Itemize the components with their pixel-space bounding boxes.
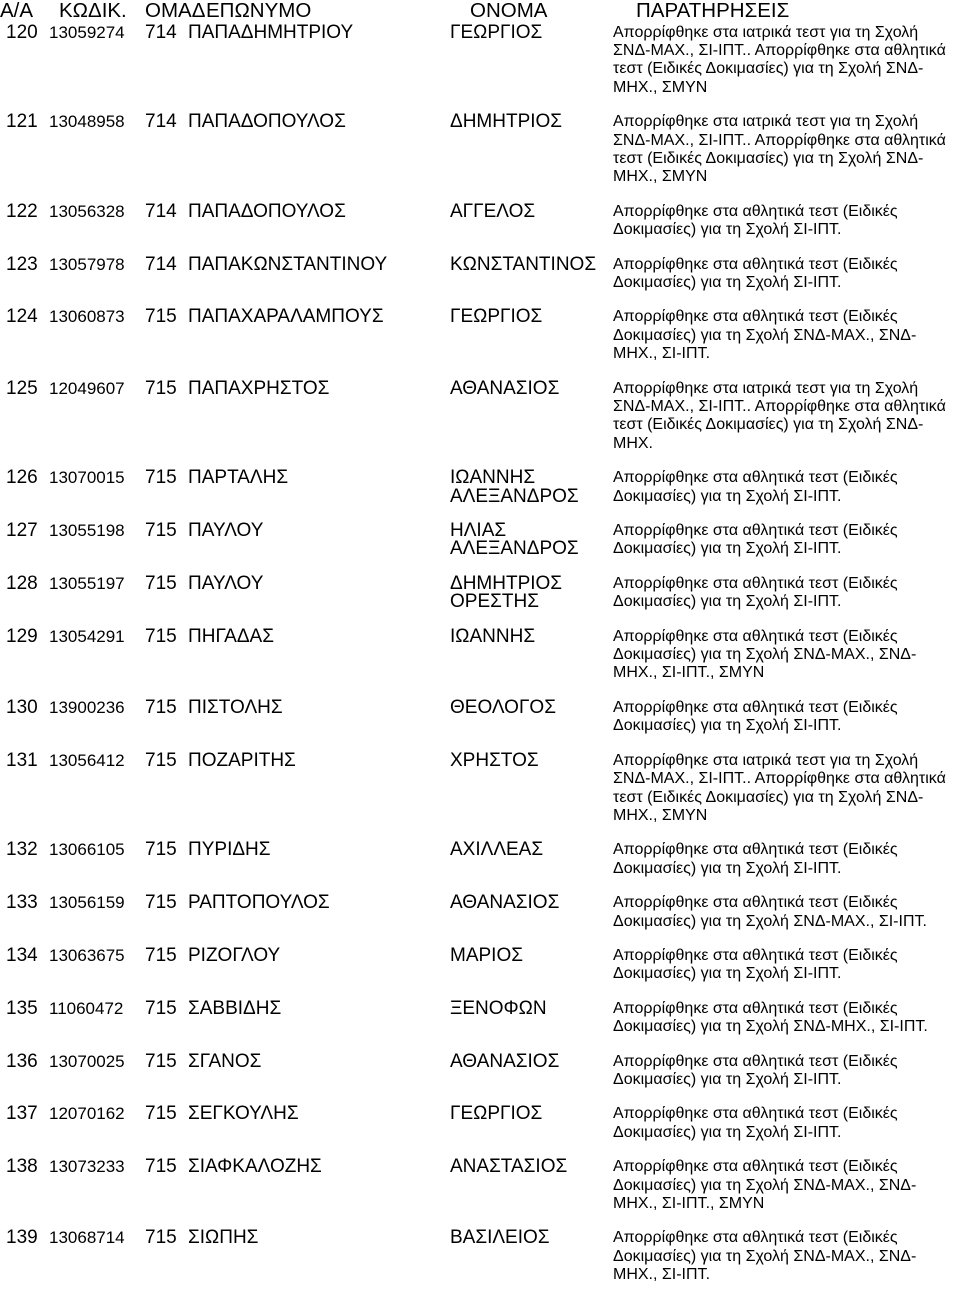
row-number: 125	[6, 379, 38, 399]
group-number: 714	[145, 113, 177, 133]
remarks-line: ΜΗΧ., ΣΜΥΝ	[613, 168, 708, 186]
first-name: ΞΕΝΟΦΩΝ	[450, 999, 547, 1019]
surname: ΠΑΠΑΧΑΡΑΛΑΜΠΟΥΣ	[188, 308, 384, 328]
remarks-line: Απορρίφθηκε στα αθλητικά τεστ (Ειδικές	[613, 999, 898, 1017]
group-number: 715	[145, 841, 177, 861]
remarks-line: ΜΗΧ.	[613, 434, 653, 452]
row-number: 133	[6, 894, 38, 914]
remarks-line: Απορρίφθηκε στα αθλητικά τεστ (Ειδικές	[613, 522, 898, 540]
remarks	[613, 203, 960, 240]
first-name: ΓΕΩΡΓΙΟΣ	[450, 308, 543, 328]
first-name: ΗΛΙΑΣ ΑΛΕΞΑΝΔΡΟΣ	[450, 522, 579, 559]
remarks-line: Δοκιμασίες) για τη Σχολή ΣΙ-ΙΠΤ.	[613, 273, 842, 291]
surname: ΠΑΥΛΟΥ	[188, 574, 264, 594]
first-name: ΜΑΡΙΟΣ	[450, 946, 523, 966]
candidate-code: 13056328	[49, 202, 125, 221]
remarks	[613, 628, 960, 683]
candidate-code: 13057978	[49, 255, 125, 274]
table-row	[0, 752, 960, 826]
surname: ΣΑΒΒΙΔΗΣ	[188, 999, 282, 1019]
remarks-line: Απορρίφθηκε στα ιατρικά τεστ για τη Σχολή	[613, 751, 919, 769]
remarks-line: ΣΝΔ-ΜΑΧ., ΣΙ-ΙΠΤ.. Απορρίφθηκε στα αθλητικά	[613, 398, 946, 415]
remarks-line: Απορρίφθηκε στα αθλητικά τεστ (Ειδικές	[613, 1052, 898, 1070]
remarks-line: Δοκιμασίες) για τη Σχολή ΣΝΔ-ΜΑΧ., ΣΝΔ-	[613, 646, 917, 664]
group-number: 715	[145, 308, 177, 328]
surname: ΡΙΖΟΓΛΟΥ	[188, 946, 281, 966]
remarks-line: Δοκιμασίες) για τη Σχολή ΣΝΔ-ΜΑΧ., ΣΝΔ-	[613, 1247, 917, 1265]
remarks-line: Απορρίφθηκε στα αθλητικά τεστ (Ειδικές	[613, 469, 898, 487]
remarks-line: ΜΗΧ., ΣΜΥΝ	[613, 806, 708, 824]
group-number: 715	[145, 999, 177, 1019]
first-name: ΚΩΝΣΤΑΝΤΙΝΟΣ	[450, 255, 597, 275]
candidate-code: 13070025	[49, 1052, 125, 1071]
remarks-line: ΜΗΧ., ΣΜΥΝ	[613, 78, 708, 96]
table-row	[0, 469, 960, 506]
remarks	[613, 308, 960, 363]
group-number: 715	[145, 1158, 177, 1178]
first-name: ΔΗΜΗΤΡΙΟΣ ΟΡΕΣΤΗΣ	[450, 574, 563, 612]
remarks-line: Δοκιμασίες) για τη Σχολή ΣΙ-ΙΠΤ.	[613, 593, 842, 611]
remarks-line: Δοκιμασίες) για τη Σχολή ΣΝΔ-ΜΑΧ., ΣΝΔ-	[613, 1176, 917, 1194]
candidate-code: 13073233	[49, 1158, 125, 1177]
remarks-line: Απορρίφθηκε στα αθλητικά τεστ (Ειδικές	[613, 841, 898, 859]
surname: ΣΙΩΠΗΣ	[188, 1229, 259, 1249]
table-row	[0, 203, 960, 240]
row-number: 131	[6, 751, 38, 771]
remarks-line: Δοκιμασίες) για τη Σχολή ΣΙ-ΙΠΤ.	[613, 859, 842, 877]
surname: ΠΑΠΑΚΩΝΣΤΑΝΤΙΝΟΥ	[188, 255, 388, 275]
remarks-line: ΜΗΧ., ΣΙ-ΙΠΤ., ΣΜΥΝ	[613, 1195, 765, 1212]
row-number: 128	[6, 574, 38, 594]
remarks	[613, 1105, 960, 1142]
surname: ΠΑΡΤΑΛΗΣ	[188, 469, 289, 489]
row-number: 139	[6, 1229, 38, 1249]
row-number: 136	[6, 1052, 38, 1072]
table-row	[0, 1053, 960, 1090]
group-number: 714	[145, 255, 177, 275]
remarks-line: Απορρίφθηκε στα αθλητικά τεστ (Ειδικές	[613, 894, 898, 912]
group-number: 715	[145, 1229, 177, 1249]
header-number: Α/Α	[0, 0, 34, 22]
candidate-code: 13055197	[49, 574, 125, 593]
remarks-line: Απορρίφθηκε στα αθλητικά τεστ (Ειδικές	[613, 1229, 898, 1247]
table-row	[0, 308, 960, 363]
surname: ΣΙΑΦΚΑΛΟΖΗΣ	[188, 1158, 322, 1178]
table-row	[0, 1105, 960, 1142]
candidate-code: 13048958	[49, 113, 125, 132]
remarks-line: Δοκιμασίες) για τη Σχολή ΣΙ-ΙΠΤ.	[613, 965, 842, 983]
candidate-code: 13055198	[49, 522, 125, 541]
group-number: 715	[145, 469, 177, 489]
group-number: 715	[145, 522, 177, 542]
table-row	[0, 947, 960, 984]
row-number: 134	[6, 946, 38, 966]
remarks-line: Απορρίφθηκε στα αθλητικά τεστ (Ειδικές	[613, 202, 898, 220]
remarks	[613, 1229, 960, 1284]
row-number: 127	[6, 522, 38, 542]
first-name: ΧΡΗΣΤΟΣ	[450, 751, 539, 771]
group-number: 715	[145, 894, 177, 914]
remarks-line: Δοκιμασίες) για τη Σχολή ΣΙ-ΙΠΤ.	[613, 1070, 842, 1088]
remarks-line: ΣΝΔ-ΜΑΧ., ΣΙ-ΙΠΤ.. Απορρίφθηκε στα αθλητικά	[613, 131, 946, 149]
row-number: 135	[6, 999, 38, 1019]
table-row	[0, 575, 960, 612]
remarks-line: Απορρίφθηκε στα αθλητικά τεστ (Ειδικές	[613, 574, 898, 592]
remarks	[613, 1000, 960, 1037]
first-name: ΑΘΑΝΑΣΙΟΣ	[450, 1052, 560, 1072]
remarks	[613, 522, 960, 559]
surname: ΠΑΥΛΟΥ	[188, 522, 264, 542]
row-number: 121	[6, 113, 38, 133]
table-row	[0, 24, 960, 98]
candidate-code: 13056159	[49, 894, 125, 913]
remarks-line: τεστ (Ειδικές Δοκιμασίες) για τη Σχολή ΣΝΔ-	[613, 60, 924, 78]
group-number: 715	[145, 379, 177, 399]
candidate-code: 13060873	[49, 308, 125, 327]
table-row	[0, 841, 960, 878]
row-number: 123	[6, 255, 38, 275]
remarks	[613, 1158, 960, 1213]
group-number: 715	[145, 946, 177, 966]
group-number: 715	[145, 627, 177, 647]
candidate-code: 13054291	[49, 627, 125, 646]
row-number: 124	[6, 308, 38, 328]
candidate-code: 13063675	[49, 946, 125, 965]
first-name: ΑΓΓΕΛΟΣ	[450, 202, 536, 222]
first-name: ΙΩΑΝΝΗΣ	[450, 627, 536, 647]
remarks	[613, 894, 960, 931]
row-number: 120	[6, 23, 38, 43]
remarks-line: Απορρίφθηκε στα αθλητικά τεστ (Ειδικές	[613, 698, 898, 716]
row-number: 138	[6, 1158, 38, 1178]
remarks-line: Δοκιμασίες) για τη Σχολή ΣΙ-ΙΠΤ.	[613, 221, 842, 239]
remarks-line: Απορρίφθηκε στα αθλητικά τεστ (Ειδικές	[613, 627, 898, 645]
remarks-line: Απορρίφθηκε στα αθλητικά τεστ (Ειδικές	[613, 255, 898, 273]
table-row	[0, 113, 960, 187]
surname: ΠΑΠΑΔΟΠΟΥΛΟΣ	[188, 202, 346, 222]
remarks-line: ΣΝΔ-ΜΑΧ., ΣΙ-ΙΠΤ.. Απορρίφθηκε στα αθλητικά	[613, 41, 946, 59]
candidate-code: 13066105	[49, 841, 125, 860]
row-number: 130	[6, 698, 38, 718]
table-row	[0, 699, 960, 736]
first-name: ΒΑΣΙΛΕΙΟΣ	[450, 1229, 550, 1249]
row-number: 126	[6, 469, 38, 489]
remarks-line: Απορρίφθηκε στα αθλητικά τεστ (Ειδικές	[613, 1158, 898, 1176]
group-number: 715	[145, 1052, 177, 1072]
first-name: ΓΕΩΡΓΙΟΣ	[450, 23, 543, 43]
remarks	[613, 469, 960, 506]
header-remarks: ΠΑΡΑΤΗΡΗΣΕΙΣ	[636, 0, 790, 22]
remarks-line: Δοκιμασίες) για τη Σχολή ΣΙ-ΙΠΤ.	[613, 717, 842, 735]
table-row	[0, 1158, 960, 1213]
remarks-line: Απορρίφθηκε στα ιατρικά τεστ για τη Σχολή	[613, 23, 919, 41]
remarks	[613, 113, 960, 187]
first-name: ΑΝΑΣΤΑΣΙΟΣ	[450, 1158, 568, 1178]
row-number: 129	[6, 627, 38, 647]
header-name: ΟΝΟΜΑ	[470, 0, 548, 22]
surname: ΠΗΓΑΔΑΣ	[188, 627, 274, 647]
group-number: 715	[145, 698, 177, 718]
surname: ΠΙΣΤΟΛΗΣ	[188, 698, 283, 718]
surname: ΠΟΖΑΡΙΤΗΣ	[188, 751, 296, 771]
remarks	[613, 24, 960, 98]
group-number: 715	[145, 1105, 177, 1125]
candidate-code: 13070015	[49, 469, 125, 488]
remarks	[613, 841, 960, 878]
surname: ΣΓΑΝΟΣ	[188, 1052, 262, 1072]
header-group: ΟΜΑΔ	[145, 0, 206, 22]
remarks-line: Απορρίφθηκε στα αθλητικά τεστ (Ειδικές	[613, 946, 898, 964]
first-name: ΘΕΟΛΟΓΟΣ	[450, 698, 556, 718]
table-row	[0, 1000, 960, 1037]
remarks-line: τεστ (Ειδικές Δοκιμασίες) για τη Σχολή ΣΝΔ-	[613, 416, 924, 434]
table-row	[0, 256, 960, 293]
group-number: 714	[145, 202, 177, 222]
candidate-code: 12049607	[49, 379, 125, 398]
remarks-line: Απορρίφθηκε στα αθλητικά τεστ (Ειδικές	[613, 308, 898, 326]
remarks-line: Δοκιμασίες) για τη Σχολή ΣΝΔ-ΜΑΧ., ΣΝΔ-	[613, 326, 917, 344]
surname: ΡΑΠΤΟΠΟΥΛΟΣ	[188, 894, 330, 914]
remarks-line: ΜΗΧ., ΣΙ-ΙΠΤ.	[613, 1266, 711, 1284]
first-name: ΑΧΙΛΛΕΑΣ	[450, 841, 544, 861]
surname: ΠΑΠΑΔΗΜΗΤΡΙΟΥ	[188, 23, 354, 43]
remarks	[613, 699, 960, 736]
surname: ΠΑΠΑΧΡΗΣΤΟΣ	[188, 379, 330, 399]
remarks-line: Δοκιμασίες) για τη Σχολή ΣΝΔ-ΜΗΧ., ΣΙ-ΙΠΤ.	[613, 1018, 928, 1036]
row-number: 132	[6, 841, 38, 861]
table-row	[0, 894, 960, 931]
candidate-code: 13059274	[49, 23, 125, 42]
remarks	[613, 256, 960, 293]
surname: ΠΑΠΑΔΟΠΟΥΛΟΣ	[188, 113, 346, 133]
remarks	[613, 575, 960, 612]
first-name: ΙΩΑΝΝΗΣ ΑΛΕΞΑΝΔΡΟΣ	[450, 469, 579, 507]
remarks-line: Απορρίφθηκε στα ιατρικά τεστ για τη Σχολή	[613, 379, 919, 397]
remarks-line: Δοκιμασίες) για τη Σχολή ΣΙ-ΙΠΤ.	[613, 487, 842, 505]
remarks	[613, 752, 960, 826]
remarks	[613, 380, 960, 454]
candidate-code: 12070162	[49, 1105, 125, 1124]
remarks-line: τεστ (Ειδικές Δοκιμασίες) για τη Σχολή ΣΝΔ-	[613, 149, 924, 167]
remarks-line: ΜΗΧ., ΣΙ-ΙΠΤ.	[613, 345, 711, 363]
remarks-line: Απορρίφθηκε στα αθλητικά τεστ (Ειδικές	[613, 1105, 898, 1123]
remarks-line: Δοκιμασίες) για τη Σχολή ΣΙ-ΙΠΤ.	[613, 1123, 842, 1141]
remarks	[613, 947, 960, 984]
remarks-line: Απορρίφθηκε στα ιατρικά τεστ για τη Σχολή	[613, 113, 919, 131]
remarks-line: Δοκιμασίες) για τη Σχολή ΣΙ-ΙΠΤ.	[613, 540, 842, 558]
row-number: 137	[6, 1105, 38, 1125]
first-name: ΑΘΑΝΑΣΙΟΣ	[450, 894, 560, 914]
first-name: ΓΕΩΡΓΙΟΣ	[450, 1105, 543, 1125]
surname: ΠΥΡΙΔΗΣ	[188, 841, 271, 861]
candidate-code: 13900236	[49, 698, 125, 717]
table-header	[0, 0, 960, 22]
candidate-code: 11060472	[49, 999, 124, 1018]
remarks-line: Δοκιμασίες) για τη Σχολή ΣΝΔ-ΜΑΧ., ΣΙ-ΙΠΤ.	[613, 912, 927, 930]
table-row	[0, 628, 960, 683]
row-number: 122	[6, 202, 38, 222]
remarks-line: ΣΝΔ-ΜΑΧ., ΣΙ-ΙΠΤ.. Απορρίφθηκε στα αθλητικά	[613, 770, 946, 788]
candidate-code: 13056412	[49, 751, 125, 770]
group-number: 715	[145, 751, 177, 771]
table-row	[0, 522, 960, 559]
first-name: ΔΗΜΗΤΡΙΟΣ	[450, 113, 563, 133]
surname: ΣΕΓΚΟΥΛΗΣ	[188, 1105, 299, 1125]
group-number: 715	[145, 574, 177, 594]
remarks	[613, 1053, 960, 1090]
header-surname: ΕΠΩΝΥΜΟ	[206, 0, 312, 22]
first-name: ΑΘΑΝΑΣΙΟΣ	[450, 379, 560, 399]
header-code: ΚΩΔΙΚ.	[59, 0, 127, 22]
group-number: 714	[145, 23, 177, 43]
remarks-line: τεστ (Ειδικές Δοκιμασίες) για τη Σχολή ΣΝΔ-	[613, 788, 924, 806]
table-row	[0, 1229, 960, 1284]
table-row	[0, 380, 960, 454]
table-body	[0, 24, 960, 1285]
candidate-code: 13068714	[49, 1229, 125, 1248]
remarks-line: ΜΗΧ., ΣΙ-ΙΠΤ., ΣΜΥΝ	[613, 664, 765, 682]
